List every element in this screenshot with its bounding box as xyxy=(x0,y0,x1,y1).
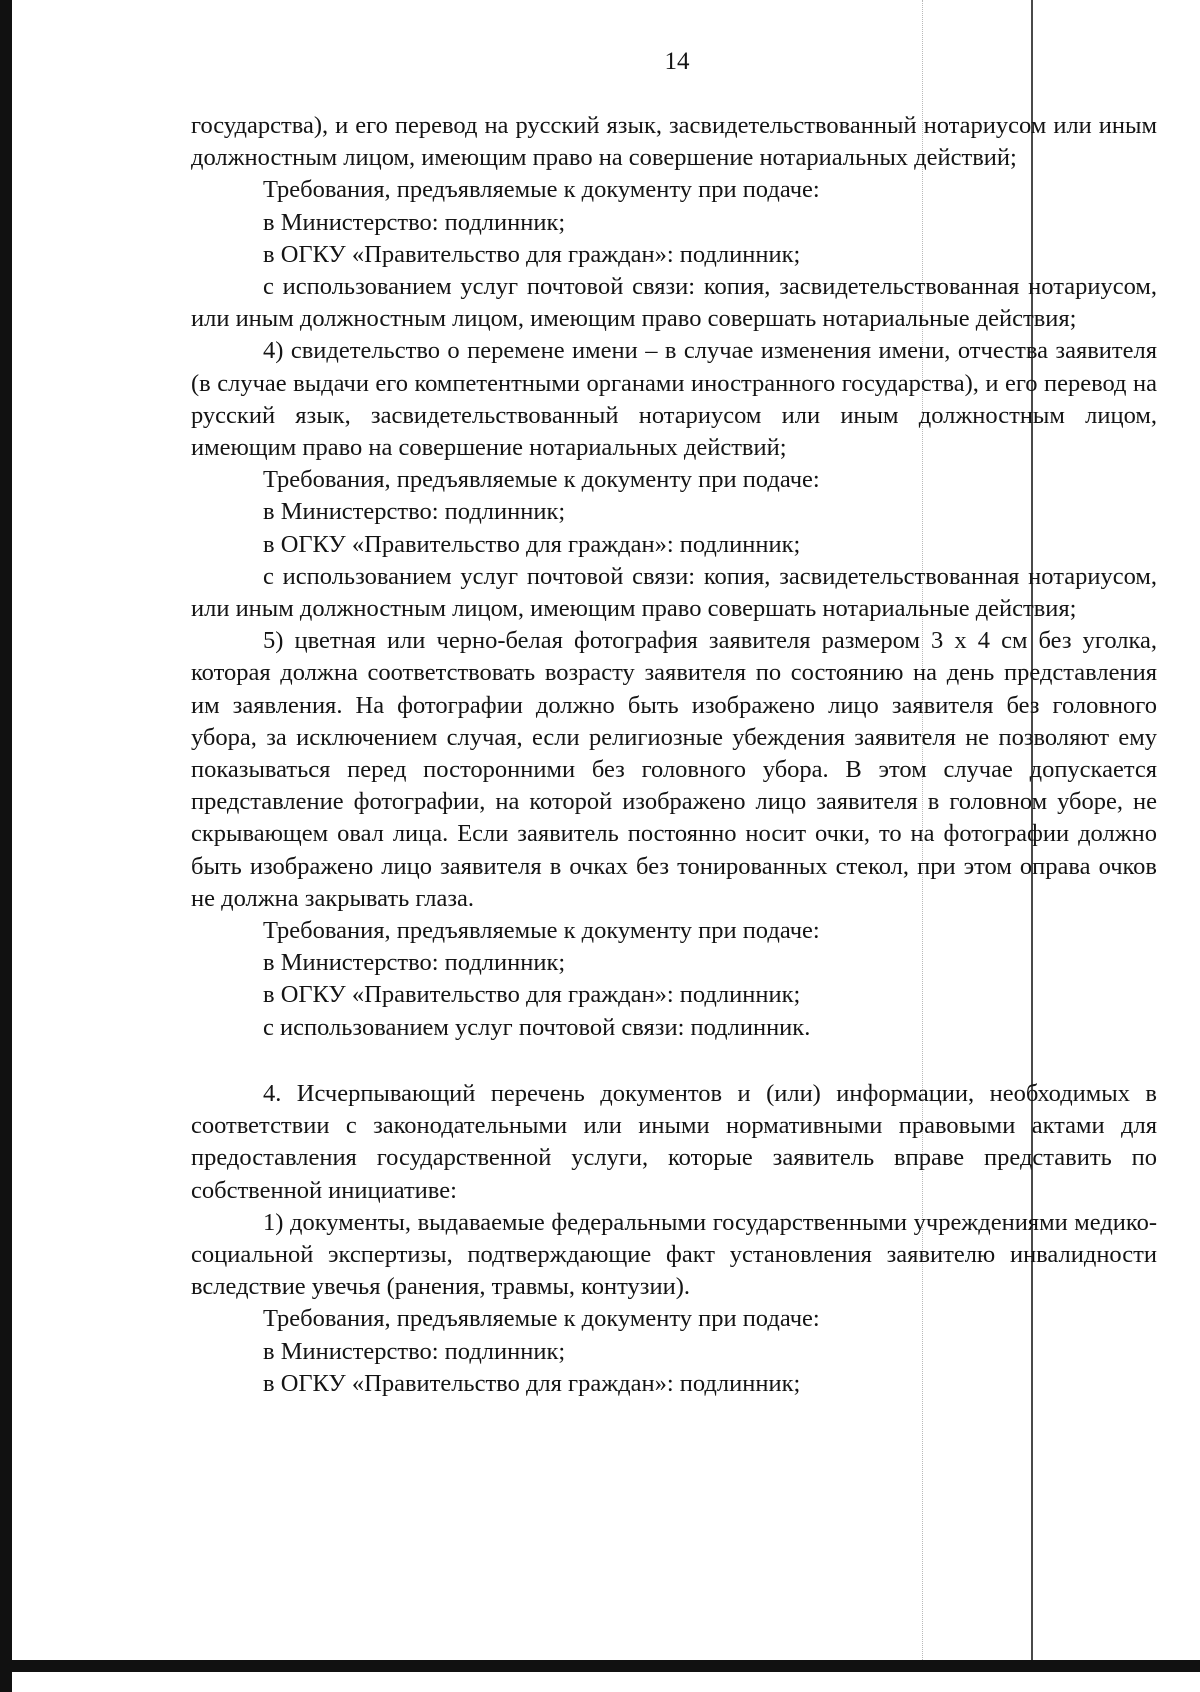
paragraph: Требования, предъявляемые к документу при подаче: xyxy=(263,917,820,945)
paragraph: 5) цветная или черно-белая фотография заявителя размером 3 x 4 см без уголка, которая должна соответствовать возрасту заявителя по состоянию на день представления им заявления. На фотографии должно быть изображено лицо заявителя без головного убора, за исключением случая, если религиозные убеждения заявителя не позволяют ему показываться перед посторонними без головного убора. В этом случае допускается представление фотографии, на которой изображено лицо заявителя в головном уборе, не скрывающем овал лица. Если заявитель постоянно носит очки, то на фотографии должно быть изображено лицо заявителя в очках без тонированных стекол, при этом оправа очков не должна закрывать глаза. xyxy=(191,627,1157,912)
paragraph: в Министерство: подлинник; xyxy=(263,1337,566,1365)
paragraph: с использованием услуг почтовой связи: подлинник. xyxy=(263,1013,811,1041)
document-body xyxy=(191,110,1157,1400)
paragraph: в Министерство: подлинник; xyxy=(263,208,566,236)
paragraph: в Министерство: подлинник; xyxy=(263,498,566,526)
paragraph: в ОГКУ «Правительство для граждан»: подлинник; xyxy=(263,240,801,268)
scan-border-bottom xyxy=(12,1660,1200,1672)
paragraph: с использованием услуг почтовой связи: копия, засвидетельствованная нотариусом, или иным должностным лицом, имеющим право совершать нотариальные действия; xyxy=(191,273,1157,333)
paragraph: 4. Исчерпывающий перечень документов и (или) информации, необходимых в соответствии с законодательными или иными нормативными правовыми актами для предоставления государственной услуги, которые заявитель вправе представить по собственной инициативе: xyxy=(191,1079,1157,1204)
paragraph: в Министерство: подлинник; xyxy=(263,949,566,977)
paragraph: Требования, предъявляемые к документу при подаче: xyxy=(263,1305,820,1333)
paragraph: в ОГКУ «Правительство для граждан»: подлинник; xyxy=(263,981,801,1009)
paragraph: в ОГКУ «Правительство для граждан»: подлинник; xyxy=(263,530,801,558)
scan-border-left xyxy=(0,0,12,1692)
paragraph: 1) документы, выдаваемые федеральными государственными учреждениями медико-социальной экспертизы, подтверждающие факт установления заявителю инвалидности вследствие увечья (ранения, травмы, контузии). xyxy=(191,1208,1157,1301)
section-gap xyxy=(191,1044,1157,1078)
paragraph: Требования, предъявляемые к документу при подаче: xyxy=(263,176,820,204)
paragraph: в ОГКУ «Правительство для граждан»: подлинник; xyxy=(263,1369,801,1397)
paragraph: 4) свидетельство о перемене имени – в случае изменения имени, отчества заявителя (в случае выдачи его компетентными органами иностранного государства), и его перевод на русский язык, засвидетельствованный нотариусом или иным должностным лицом, имеющим право на совершение нотариальных действий; xyxy=(191,337,1157,462)
page-number: 14 xyxy=(664,48,690,75)
paragraph: государства), и его перевод на русский язык, засвидетельствованный нотариусом или иным должностным лицом, имеющим право на совершение нотариальных действий; xyxy=(191,112,1157,172)
paragraph: с использованием услуг почтовой связи: копия, засвидетельствованная нотариусом, или иным должностным лицом, имеющим право совершать нотариальные действия; xyxy=(191,562,1157,623)
paragraph: Требования, предъявляемые к документу при подаче: xyxy=(263,466,820,494)
